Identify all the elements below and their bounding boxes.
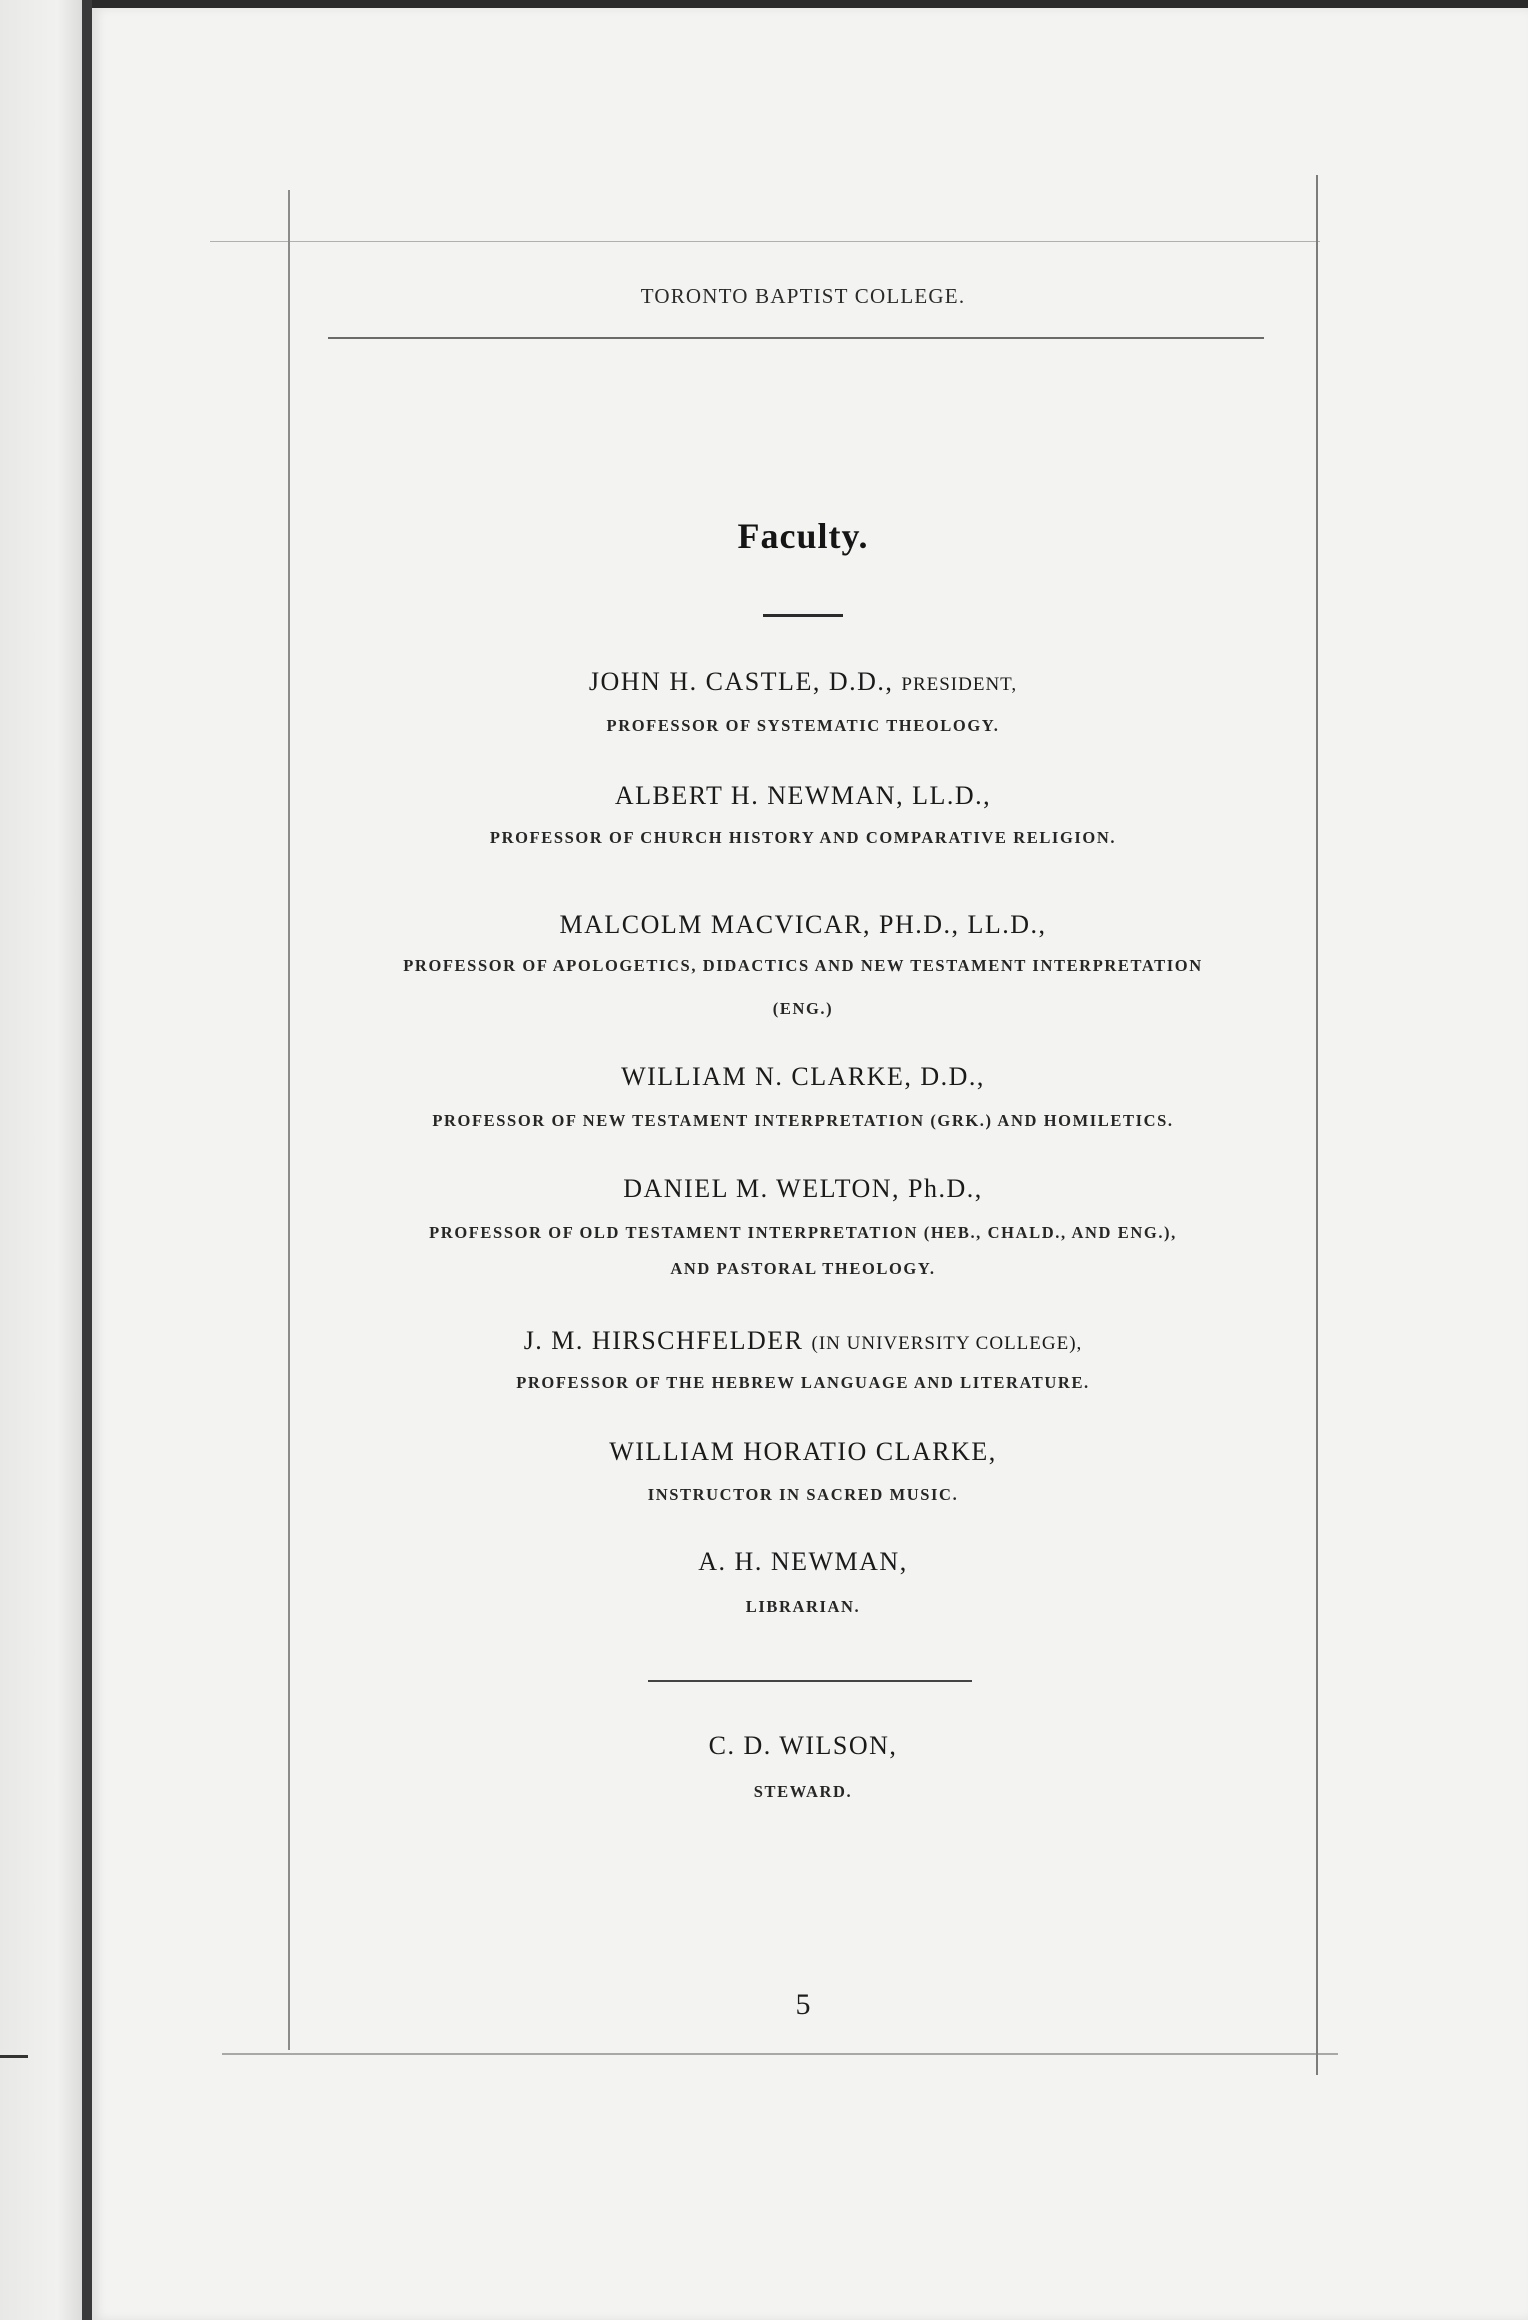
frame-top-line — [210, 241, 1320, 242]
faculty-role: PROFESSOR OF THE HEBREW LANGUAGE AND LITERATURE. — [516, 1373, 1090, 1392]
faculty-title: (IN UNIVERSITY COLLEGE), — [811, 1333, 1083, 1354]
faculty-name-castle — [290, 667, 1316, 697]
faculty-name-macvicar: MALCOLM MACVICAR, PH.D., LL.D., — [559, 910, 1047, 939]
faculty-role: PROFESSOR OF OLD TESTAMENT INTERPRETATION (HEB., CHALD., AND ENG.), — [429, 1223, 1177, 1242]
frame-bottom-line — [222, 2053, 1338, 2055]
faculty-name: JOHN H. CASTLE, D.D., — [588, 667, 902, 696]
faculty-role: PROFESSOR OF CHURCH HISTORY AND COMPARATIVE RELIGION. — [489, 828, 1117, 847]
faculty-name-a-h-newman: A. H. NEWMAN, — [698, 1547, 908, 1576]
faculty-name-w-h-clarke: WILLIAM HORATIO CLARKE, — [609, 1437, 997, 1466]
facing-page-edge — [0, 0, 82, 2320]
book-gutter — [82, 0, 92, 2320]
faculty-name: J. M. HIRSCHFELDER — [523, 1326, 812, 1355]
section-title-rule — [763, 614, 843, 617]
faculty-role: LIBRARIAN. — [745, 1597, 861, 1616]
faculty-role: PROFESSOR OF SYSTEMATIC THEOLOGY. — [606, 716, 1000, 735]
facing-page-mark — [0, 2055, 28, 2058]
page-number: 5 — [795, 1988, 811, 2021]
faculty-role: PROFESSOR OF NEW TESTAMENT INTERPRETATION (GRK.) AND HOMILETICS. — [432, 1111, 1174, 1130]
scan-top-border — [0, 0, 1528, 8]
faculty-role: (ENG.) — [772, 999, 834, 1018]
document-page — [92, 8, 1528, 2320]
faculty-role: PROFESSOR OF APOLOGETICS, DIDACTICS AND NEW TESTAMENT INTERPRETATION — [403, 956, 1203, 975]
faculty-name-clarke: WILLIAM N. CLARKE, D.D., — [621, 1062, 985, 1091]
running-head: TORONTO BAPTIST COLLEGE. — [640, 284, 966, 308]
header-rule — [328, 337, 1264, 339]
steward-name: C. D. WILSON, — [708, 1731, 898, 1760]
frame-right-line — [1316, 175, 1318, 2075]
faculty-role: INSTRUCTOR IN SACRED MUSIC. — [647, 1485, 959, 1504]
faculty-title: PRESIDENT, — [901, 674, 1018, 695]
faculty-name-newman: ALBERT H. NEWMAN, LL.D., — [614, 781, 992, 810]
steward-divider — [648, 1680, 972, 1682]
steward-role: STEWARD. — [753, 1782, 853, 1801]
faculty-name-welton: DANIEL M. WELTON, Ph.D., — [623, 1174, 983, 1203]
faculty-name-hirschfelder — [290, 1326, 1316, 1356]
section-title: Faculty. — [737, 516, 869, 556]
faculty-role: AND PASTORAL THEOLOGY. — [670, 1259, 936, 1278]
